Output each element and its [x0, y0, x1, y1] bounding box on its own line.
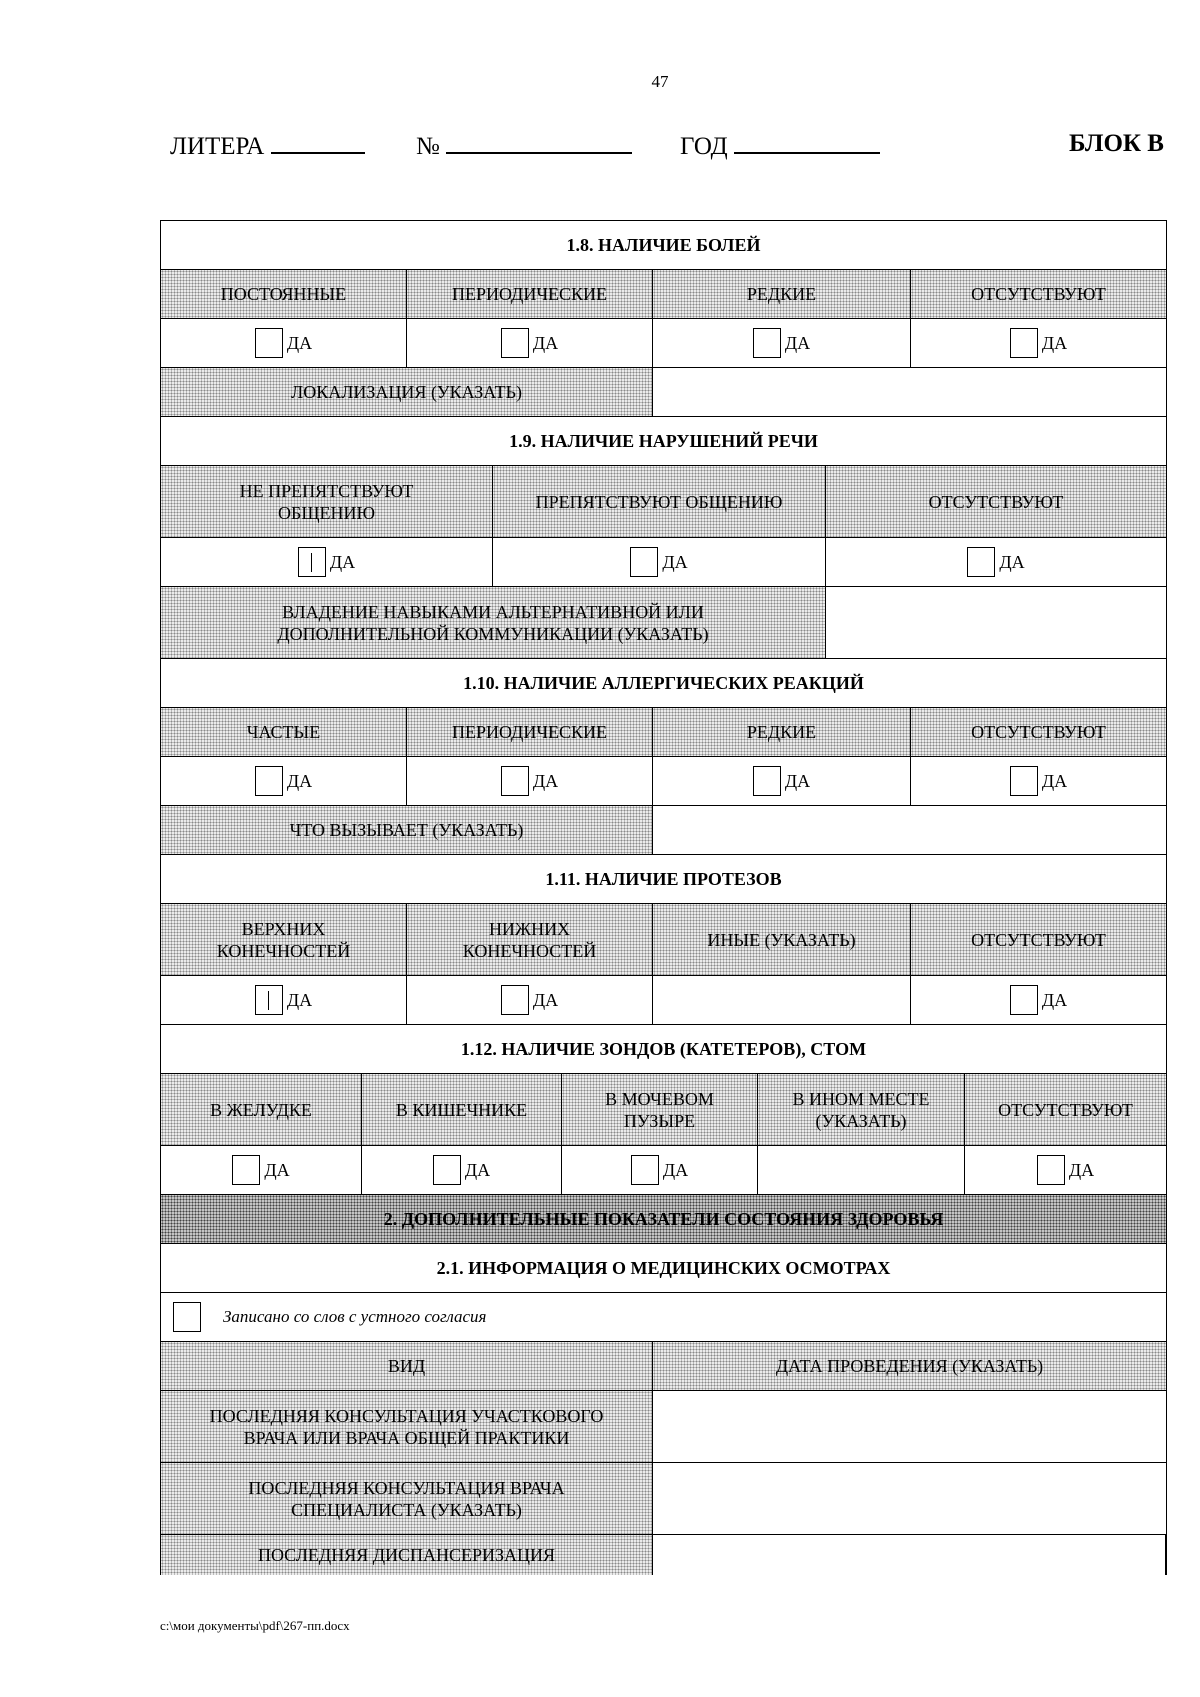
s18-loc-label: ЛОКАЛИЗАЦИЯ (УКАЗАТЬ)	[161, 368, 653, 417]
file-path-footer: c:\мои документы\pdf\267-пп.docx	[160, 1618, 350, 1633]
s110-col-periodic: ПЕРИОДИЧЕСКИЕ	[407, 708, 653, 757]
s18-loc-row	[161, 368, 1166, 417]
s18-col-rare: РЕДКИЕ	[653, 270, 911, 319]
s112-check-row	[161, 1146, 1166, 1195]
s21-title: 2.1. ИНФОРМАЦИЯ О МЕДИЦИНСКИХ ОСМОТРАХ	[161, 1244, 1166, 1293]
s19-title-row	[161, 417, 1166, 466]
s18-cell-constant	[161, 319, 407, 368]
s111-cell-lower	[407, 976, 653, 1025]
s112-col-absent: ОТСУТСТВУЮТ	[965, 1074, 1166, 1146]
yes-label: ДА	[662, 1160, 689, 1180]
s110-frequent-checkbox[interactable]	[255, 766, 283, 796]
s112-cell-absent	[965, 1146, 1166, 1195]
s21-col-type: ВИД	[161, 1342, 653, 1391]
s19-check-row	[161, 538, 1166, 587]
s110-col-frequent: ЧАСТЫЕ	[161, 708, 407, 757]
yes-label: ДА	[264, 1160, 290, 1180]
s111-title-row	[161, 855, 1166, 904]
s18-col-constant: ПОСТОЯННЫЕ	[161, 270, 407, 319]
litera-field	[170, 130, 365, 161]
s18-constant-checkbox[interactable]	[255, 328, 283, 358]
s21-gp-date-input[interactable]	[653, 1391, 1166, 1463]
s111-col-absent: ОТСУТСТВУЮТ	[911, 904, 1166, 976]
yes-label: ДА	[1041, 333, 1068, 353]
number-input[interactable]	[446, 130, 632, 154]
yes-label: ДА	[286, 333, 313, 353]
s110-col-rare: РЕДКИЕ	[653, 708, 911, 757]
year-field	[680, 130, 880, 161]
year-label: ГОД	[680, 133, 728, 160]
s21-row-specialist	[161, 1463, 1166, 1535]
s18-periodic-checkbox[interactable]	[501, 328, 529, 358]
number-field	[416, 130, 632, 161]
s18-cell-rare	[653, 319, 911, 368]
s110-absent-checkbox[interactable]	[1010, 766, 1038, 796]
consent-label: Записано со слов с устного согласия	[223, 1307, 487, 1326]
s18-col-absent: ОТСУТСТВУЮТ	[911, 270, 1166, 319]
s18-title-row	[161, 221, 1166, 270]
s112-col-bladder: В МОЧЕВОМ ПУЗЫРЕ	[562, 1074, 758, 1146]
s112-col-other-place: В ИНОМ МЕСТЕ (УКАЗАТЬ)	[758, 1074, 965, 1146]
s19-not-hinder-checkbox[interactable]	[298, 547, 326, 577]
page-number: 47	[651, 72, 669, 91]
s110-cell-absent	[911, 757, 1166, 806]
yes-label: ДА	[286, 771, 313, 791]
s19-absent-checkbox[interactable]	[967, 547, 995, 577]
yes-label: ДА	[532, 333, 559, 353]
yes-label: ДА	[999, 552, 1025, 572]
s111-col-other: ИНЫЕ (УКАЗАТЬ)	[653, 904, 911, 976]
s110-rare-checkbox[interactable]	[753, 766, 781, 796]
s112-cell-bladder	[562, 1146, 758, 1195]
yes-label: ДА	[662, 552, 688, 572]
s19-cell-not-hinder	[161, 538, 493, 587]
s18-cell-periodic	[407, 319, 653, 368]
s19-cell-hinder	[493, 538, 826, 587]
s111-col-upper: ВЕРХНИХ КОНЕЧНОСТЕЙ	[161, 904, 407, 976]
s112-header-row	[161, 1074, 1166, 1146]
s19-hinder-checkbox[interactable]	[630, 547, 658, 577]
s19-col-not-hinder: НЕ ПРЕПЯТСТВУЮТ ОБЩЕНИЮ	[161, 466, 493, 538]
s19-col-hinder: ПРЕПЯТСТВУЮТ ОБЩЕНИЮ	[493, 466, 826, 538]
s112-cell-intestine	[362, 1146, 562, 1195]
s18-cell-absent	[911, 319, 1166, 368]
s21-row-gp	[161, 1391, 1166, 1463]
litera-input[interactable]	[271, 130, 365, 154]
s112-title-row	[161, 1025, 1166, 1074]
s111-cell-upper	[161, 976, 407, 1025]
s21-dispensary-label: ПОСЛЕДНЯЯ ДИСПАНСЕРИЗАЦИЯ	[161, 1535, 653, 1575]
s21-dispensary-date-input[interactable]	[653, 1535, 1166, 1575]
s110-cell-frequent	[161, 757, 407, 806]
yes-label: ДА	[532, 771, 559, 791]
s19-cell-absent	[826, 538, 1166, 587]
s21-specialist-date-input[interactable]	[653, 1463, 1166, 1535]
s111-upper-checkbox[interactable]	[255, 985, 283, 1015]
s21-title-row	[161, 1244, 1166, 1293]
s111-title: 1.11. НАЛИЧИЕ ПРОТЕЗОВ	[161, 855, 1166, 904]
s111-cell-absent	[911, 976, 1166, 1025]
s110-cell-rare	[653, 757, 911, 806]
s110-cause-row	[161, 806, 1166, 855]
yes-label: ДА	[532, 990, 559, 1010]
s112-col-stomach: В ЖЕЛУДКЕ	[161, 1074, 362, 1146]
s110-cell-periodic	[407, 757, 653, 806]
s111-other-input[interactable]	[653, 976, 911, 1025]
block-label: БЛОК В	[1068, 130, 1164, 157]
s18-col-periodic: ПЕРИОДИЧЕСКИЕ	[407, 270, 653, 319]
yes-label: ДА	[1068, 1160, 1095, 1180]
s18-header-row	[161, 270, 1166, 319]
s110-title: 1.10. НАЛИЧИЕ АЛЛЕРГИЧЕСКИХ РЕАКЦИЙ	[161, 659, 1166, 708]
s112-stomach-checkbox[interactable]	[232, 1155, 260, 1185]
s112-title: 1.12. НАЛИЧИЕ ЗОНДОВ (КАТЕТЕРОВ), СТОМ	[161, 1025, 1166, 1074]
consent-checkbox[interactable]	[173, 1302, 201, 1332]
yes-label: ДА	[1041, 771, 1068, 791]
s21-header-row	[161, 1342, 1166, 1391]
s21-consent-cell	[161, 1293, 1166, 1342]
s19-col-absent: ОТСУТСТВУЮТ	[826, 466, 1166, 538]
yes-label: ДА	[329, 552, 356, 572]
s21-col-date: ДАТА ПРОВЕДЕНИЯ (УКАЗАТЬ)	[653, 1342, 1166, 1391]
number-label: №	[416, 133, 440, 160]
s18-rare-checkbox[interactable]	[753, 328, 781, 358]
s112-col-intestine: В КИШЕЧНИКЕ	[362, 1074, 562, 1146]
s111-col-lower: НИЖНИХ КОНЕЧНОСТЕЙ	[407, 904, 653, 976]
s110-header-row	[161, 708, 1166, 757]
s2-title: 2. ДОПОЛНИТЕЛЬНЫЕ ПОКАЗАТЕЛИ СОСТОЯНИЯ ЗДОРОВЬЯ	[161, 1195, 1166, 1244]
s18-loc-input[interactable]	[653, 368, 1166, 417]
s112-intestine-checkbox[interactable]	[433, 1155, 461, 1185]
s111-lower-checkbox[interactable]	[501, 985, 529, 1015]
s110-check-row	[161, 757, 1166, 806]
yes-label: ДА	[784, 333, 811, 353]
yes-label: ДА	[1041, 990, 1068, 1010]
s19-alt-input[interactable]	[826, 587, 1166, 659]
s110-cause-label: ЧТО ВЫЗЫВАЕТ (УКАЗАТЬ)	[161, 806, 653, 855]
year-input[interactable]	[734, 130, 880, 154]
s19-title: 1.9. НАЛИЧИЕ НАРУШЕНИЙ РЕЧИ	[161, 417, 1166, 466]
form-header	[170, 130, 1164, 170]
s21-row-dispensary	[161, 1535, 1166, 1575]
s111-absent-checkbox[interactable]	[1010, 985, 1038, 1015]
s2-title-row	[161, 1195, 1166, 1244]
s111-header-row	[161, 904, 1166, 976]
s18-title: 1.8. НАЛИЧИЕ БОЛЕЙ	[161, 221, 1166, 270]
s111-check-row	[161, 976, 1166, 1025]
s112-bladder-checkbox[interactable]	[631, 1155, 659, 1185]
s110-col-absent: ОТСУТСТВУЮТ	[911, 708, 1166, 757]
s19-header-row	[161, 466, 1166, 538]
s110-cause-input[interactable]	[653, 806, 1166, 855]
s19-alt-label: ВЛАДЕНИЕ НАВЫКАМИ АЛЬТЕРНАТИВНОЙ ИЛИ ДОПОЛНИТЕЛЬНОЙ КОММУНИКАЦИИ (УКАЗАТЬ)	[161, 587, 826, 659]
s19-alt-row	[161, 587, 1166, 659]
s112-absent-checkbox[interactable]	[1037, 1155, 1065, 1185]
s21-consent-row	[161, 1293, 1166, 1342]
s18-absent-checkbox[interactable]	[1010, 328, 1038, 358]
health-form	[160, 220, 1167, 1575]
yes-label: ДА	[464, 1160, 491, 1180]
litera-label: ЛИТЕРА	[170, 133, 265, 160]
s18-check-row	[161, 319, 1166, 368]
s112-cell-stomach	[161, 1146, 362, 1195]
s21-gp-label: ПОСЛЕДНЯЯ КОНСУЛЬТАЦИЯ УЧАСТКОВОГО ВРАЧА ИЛИ ВРАЧА ОБЩЕЙ ПРАКТИКИ	[161, 1391, 653, 1463]
yes-label: ДА	[784, 771, 811, 791]
s21-specialist-label: ПОСЛЕДНЯЯ КОНСУЛЬТАЦИЯ ВРАЧА СПЕЦИАЛИСТА (УКАЗАТЬ)	[161, 1463, 653, 1535]
s110-periodic-checkbox[interactable]	[501, 766, 529, 796]
s112-other-place-input[interactable]	[758, 1146, 965, 1195]
s110-title-row	[161, 659, 1166, 708]
yes-label: ДА	[286, 990, 313, 1010]
